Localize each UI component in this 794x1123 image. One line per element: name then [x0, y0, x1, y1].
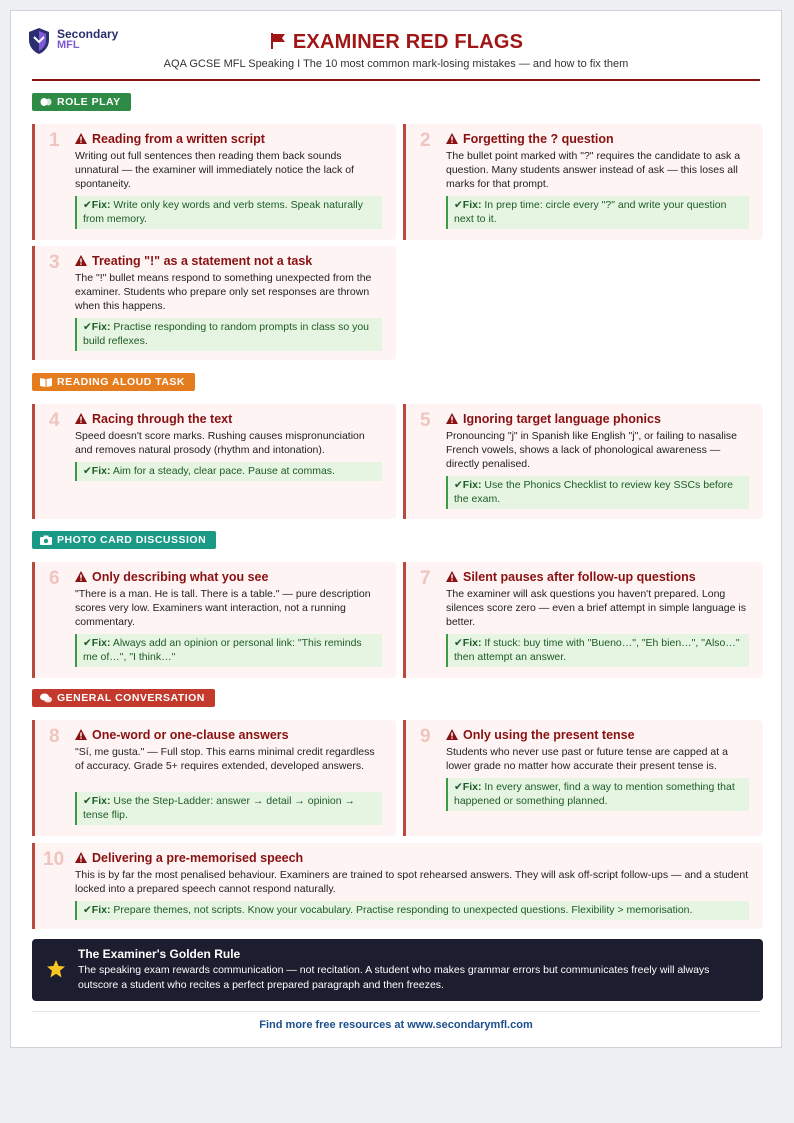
section-badge-photo-card	[32, 531, 216, 549]
card-number: 7	[420, 568, 431, 589]
worksheet-page	[10, 10, 782, 1048]
warning-icon	[75, 133, 87, 144]
red-flag-card-8	[32, 720, 396, 836]
warning-icon	[446, 571, 458, 582]
card-number: 9	[420, 726, 431, 747]
page-title-text: EXAMINER RED FLAGS	[292, 31, 524, 53]
camera-icon	[40, 535, 52, 545]
warning-icon	[75, 413, 87, 424]
card-description: This is by far the most penalised behaviour. Examiners are trained to spot rehearsed answers. They will ask off-script follow-ups — and a student locked into a prepared speech cannot respond naturally.	[75, 869, 749, 895]
golden-rule-title: The Examiner's Golden Rule	[78, 947, 241, 961]
card-number: 8	[49, 726, 60, 747]
warning-icon	[446, 413, 458, 424]
section-badge-role-play	[32, 93, 131, 111]
page-subtitle: AQA GCSE MFL Speaking I The 10 most common mark-losing mistakes — and how to fix them	[163, 58, 629, 70]
red-flag-card-6	[32, 562, 396, 678]
card-title: Treating "!" as a statement not a task	[75, 254, 312, 268]
card-title: Only using the present tense	[446, 728, 635, 742]
card-fix: ✔Fix: If stuck: buy time with "Bueno…", "Eh bien…", "Also…" then attempt an answer.	[446, 634, 749, 667]
warning-icon	[75, 852, 87, 863]
card-fix: ✔Fix: Prepare themes, not scripts. Know your vocabulary. Practise responding to unexpected questions. Flexibility > memorisation.	[75, 901, 749, 920]
card-title: Delivering a pre-memorised speech	[75, 851, 303, 865]
section-label: GENERAL CONVERSATION	[57, 692, 205, 704]
book-icon	[40, 377, 52, 387]
card-number: 3	[49, 252, 60, 273]
red-flag-card-7	[403, 562, 763, 678]
card-title: Only describing what you see	[75, 570, 268, 584]
red-flag-card-3	[32, 246, 396, 360]
section-label: ROLE PLAY	[57, 96, 121, 108]
card-description: "Sí, me gusta." — Full stop. This earns minimal credit regardless of accuracy. Grade 5+ requires extended, developed answers.	[75, 746, 375, 772]
card-description: The bullet point marked with "?" requires the candidate to ask a question. Many students answer instead of ask — this loses all marks for that prompt.	[446, 150, 741, 190]
card-number: 6	[49, 568, 60, 589]
section-badge-reading-aloud	[32, 373, 195, 391]
section-label: READING ALOUD TASK	[57, 376, 185, 388]
warning-icon	[446, 729, 458, 740]
card-fix: ✔Fix: In prep time: circle every "?" and write your question next to it.	[446, 196, 749, 229]
card-description: Students who never use past or future tense are capped at a lower grade no matter how accurate their present tense is.	[446, 746, 728, 772]
card-description: "There is a man. He is tall. There is a table." — pure description scores very low. Examiners want interaction, not a running commentary.	[75, 588, 371, 628]
red-flag-card-10	[32, 843, 763, 929]
card-title: Racing through the text	[75, 412, 232, 426]
golden-rule-body: The speaking exam rewards communication — not recitation. A student who makes grammar errors but communicates freely will always outscore a student who recites a perfect prepared paragraph and then freezes.	[78, 964, 710, 991]
footer-link[interactable]: Find more free resources at www.secondarymfl.com	[259, 1019, 533, 1031]
red-flag-icon	[269, 32, 287, 50]
page-title	[11, 27, 781, 54]
card-number: 2	[420, 130, 431, 151]
card-number: 5	[420, 410, 431, 431]
warning-icon	[75, 571, 87, 582]
card-description: The "!" bullet means respond to something unexpected from the examiner. Students who prepare only set responses are thrown when this happens.	[75, 272, 372, 312]
red-flag-card-1	[32, 124, 396, 240]
card-description: Speed doesn't score marks. Rushing causes mispronunciation and removes natural prosody (rhythm and intonation).	[75, 430, 365, 456]
logo-line-2: MFL	[57, 39, 80, 51]
footer-divider	[32, 1011, 760, 1012]
section-badge-general-conversation	[32, 689, 215, 707]
card-fix: ✔Fix: Use the Phonics Checklist to review key SSCs before the exam.	[446, 476, 749, 509]
card-title: Ignoring target language phonics	[446, 412, 661, 426]
red-flag-card-9	[403, 720, 763, 836]
card-fix: ✔Fix: Write only key words and verb stems. Speak naturally from memory.	[75, 196, 382, 229]
header-divider	[32, 79, 760, 81]
card-number: 4	[49, 410, 60, 431]
card-description: Pronouncing "j" in Spanish like English "j", or failing to nasalise French vowels, shows a lack of phonological awareness — directly penalised.	[446, 430, 737, 470]
red-flag-card-5	[403, 404, 763, 519]
card-fix: ✔Fix: Always add an opinion or personal link: "This reminds me of…", "I think…"	[75, 634, 382, 667]
card-fix: ✔Fix: Aim for a steady, clear pace. Pause at commas.	[75, 462, 382, 481]
warning-icon	[75, 255, 87, 266]
section-label: PHOTO CARD DISCUSSION	[57, 534, 207, 546]
card-fix: ✔Fix: Practise responding to random prompts in class so you build reflexes.	[75, 318, 382, 351]
star-icon	[46, 959, 66, 979]
card-fix: ✔Fix: Use the Step-Ladder: answer → detail → opinion → tense flip.	[75, 792, 382, 825]
card-title: Silent pauses after follow-up questions	[446, 570, 696, 584]
red-flag-card-4	[32, 404, 396, 519]
card-title: Forgetting the ? question	[446, 132, 614, 146]
card-description: Writing out full sentences then reading them back sounds unnatural — the examiner will immediately notice the lack of spontaneity.	[75, 150, 354, 190]
warning-icon	[75, 729, 87, 740]
warning-icon	[446, 133, 458, 144]
speech-bubbles-icon	[40, 693, 52, 703]
card-description: The examiner will ask questions you haven't prepared. Long silences score zero — even a brief attempt in simple language is better.	[446, 588, 746, 628]
card-number: 10	[43, 849, 65, 870]
golden-rule-banner	[32, 939, 763, 1001]
card-fix: ✔Fix: In every answer, find a way to mention something that happened or something planned.	[446, 778, 749, 811]
masks-icon	[40, 97, 52, 107]
red-flag-card-2	[403, 124, 763, 240]
card-title: Reading from a written script	[75, 132, 265, 146]
card-number: 1	[49, 130, 60, 151]
card-title: One-word or one-clause answers	[75, 728, 289, 742]
logo-line-1: Secondary	[57, 27, 119, 41]
